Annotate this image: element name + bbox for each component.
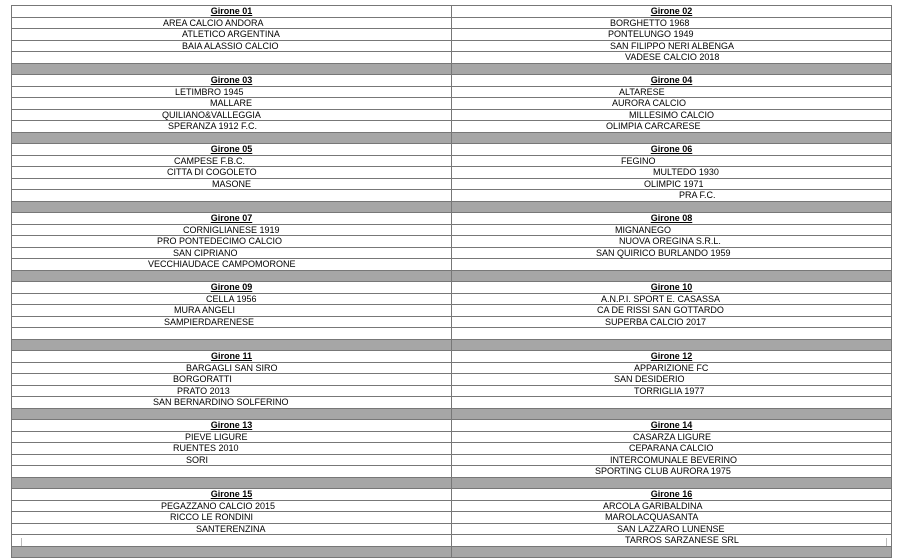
group-title (452, 351, 892, 363)
team-name: PIEVE LIGURE (185, 431, 248, 442)
separator-band (12, 201, 452, 213)
group-title-text: Girone 03 (210, 75, 253, 85)
group-title (452, 489, 892, 501)
team-name: SPORTING CLUB AURORA 1975 (595, 466, 731, 476)
team-cell (452, 293, 892, 305)
team-cell (12, 397, 452, 409)
team-cell (452, 29, 892, 41)
group-title-text: Girone 06 (650, 144, 693, 154)
team-name: TORRIGLIA 1977 (634, 385, 705, 396)
team-name: APPARIZIONE FC (634, 362, 709, 373)
team-name: SAN CIPRIANO (173, 247, 238, 258)
empty-slot (12, 52, 452, 64)
team-cell (452, 431, 892, 443)
team-cell (12, 293, 452, 305)
team-cell (452, 385, 892, 397)
team-name: PEGAZZANO CALCIO 2015 (161, 500, 276, 511)
team-name: CITTA DI COGOLETO (167, 167, 257, 177)
team-cell (12, 29, 452, 41)
team-cell (452, 236, 892, 248)
group-title (452, 75, 892, 87)
team-cell (12, 178, 452, 190)
team-cell (452, 500, 892, 512)
group-title-text: Girone 04 (650, 75, 693, 85)
team-cell (452, 316, 892, 328)
team-name: MURA ANGELI (174, 305, 236, 315)
team-cell (452, 247, 892, 259)
team-name: BARGAGLI SAN SIRO (186, 362, 278, 373)
team-name: NUOVA OREGINA S.R.L. (619, 236, 721, 246)
team-cell (12, 500, 452, 512)
team-cell (12, 512, 452, 524)
team-name: CEPARANA CALCIO (629, 443, 714, 453)
team-name: CORNIGLIANESE 1919 (183, 224, 280, 235)
group-title (452, 213, 892, 225)
team-name: BORGHETTO 1968 (610, 17, 690, 28)
team-cell (12, 523, 452, 535)
group-title-text: Girone 07 (210, 213, 253, 223)
separator-band (12, 477, 452, 489)
team-cell (12, 316, 452, 328)
group-title (12, 144, 452, 156)
separator-band (452, 477, 892, 489)
group-title-text: Girone 10 (650, 282, 693, 292)
team-cell (12, 236, 452, 248)
team-cell (12, 431, 452, 443)
group-title-text: Girone 09 (210, 282, 253, 292)
team-cell (12, 374, 452, 386)
team-name: SAN DESIDERIO (614, 374, 685, 384)
team-name: MASONE (212, 178, 252, 189)
team-name: PRO PONTEDECIMO CALCIO (157, 236, 283, 246)
team-cell (452, 466, 892, 478)
team-cell (12, 247, 452, 259)
team-name: MILLESIMO CALCIO (629, 109, 715, 120)
group-title-text: Girone 16 (650, 489, 693, 499)
team-cell (452, 535, 892, 547)
team-cell (452, 374, 892, 386)
team-cell (12, 98, 452, 110)
groups-sheet (11, 5, 891, 558)
team-cell (452, 155, 892, 167)
team-cell (452, 454, 892, 466)
separator-band (12, 63, 452, 75)
team-name: MALLARE (210, 98, 253, 108)
team-cell (452, 52, 892, 64)
team-name: VADESE CALCIO 2018 (625, 52, 720, 62)
team-cell (452, 178, 892, 190)
team-name: ALTARESE (619, 86, 665, 97)
group-title (12, 213, 452, 225)
team-name: LETIMBRO 1945 (175, 86, 244, 97)
group-title (452, 144, 892, 156)
team-cell (452, 98, 892, 110)
team-cell (452, 167, 892, 179)
team-name: SAN QUIRICO BURLANDO 1959 (596, 247, 731, 258)
team-name: PRA F.C. (679, 190, 716, 200)
team-name: SAN BERNARDINO SOLFERINO (153, 397, 289, 407)
team-cell (452, 109, 892, 121)
group-title (12, 282, 452, 294)
team-name: CA DE RISSI SAN GOTTARDO (597, 305, 724, 315)
team-cell (12, 86, 452, 98)
team-cell (12, 224, 452, 236)
group-title-text: Girone 14 (650, 420, 693, 430)
team-cell (12, 385, 452, 397)
separator-band (452, 546, 892, 558)
group-title (12, 420, 452, 432)
group-title (452, 420, 892, 432)
team-cell (452, 40, 892, 52)
team-name: VECCHIAUDACE CAMPOMORONE (148, 259, 296, 269)
team-name: RICCO LE RONDINI (170, 512, 254, 522)
team-name: OLIMPIC 1971 (644, 178, 704, 189)
group-title (452, 282, 892, 294)
group-title-text: Girone 11 (210, 351, 253, 361)
group-title-text: Girone 05 (210, 144, 253, 154)
empty-slot (452, 328, 892, 340)
team-cell (12, 40, 452, 52)
team-cell (452, 224, 892, 236)
separator-band (12, 546, 452, 558)
empty-slot (12, 328, 452, 340)
team-name: TARROS SARZANESE SRL (625, 535, 739, 545)
empty-slot (12, 535, 452, 547)
empty-slot (452, 259, 892, 271)
separator-band (452, 339, 892, 351)
separator-band (452, 201, 892, 213)
team-name: CASARZA LIGURE (633, 431, 712, 442)
empty-slot (12, 466, 452, 478)
team-cell (452, 443, 892, 455)
separator-band (12, 339, 452, 351)
team-name: ARCOLA GARIBALDINA (603, 500, 703, 511)
team-cell (12, 259, 452, 271)
team-name: SAMPIERDARENESE (164, 316, 255, 327)
separator-band (12, 408, 452, 420)
group-title (12, 489, 452, 501)
team-cell (452, 362, 892, 374)
team-cell (12, 17, 452, 29)
team-cell (12, 155, 452, 167)
team-name: CAMPESE F.B.C. (174, 155, 246, 166)
team-cell (452, 190, 892, 202)
empty-slot (452, 397, 892, 409)
team-name: SANTERENZINA (196, 523, 266, 534)
group-title-text: Girone 12 (650, 351, 693, 361)
team-name: BAIA ALASSIO CALCIO (182, 40, 279, 51)
team-cell (12, 305, 452, 317)
team-name: MULTEDO 1930 (653, 167, 719, 177)
team-name: AREA CALCIO ANDORA (163, 17, 264, 28)
team-name: FEGINO (621, 155, 656, 166)
team-cell (452, 86, 892, 98)
team-cell (452, 121, 892, 133)
separator-band (12, 132, 452, 144)
team-name: A.N.P.I. SPORT E. CASASSA (601, 293, 721, 304)
team-name: MAROLACQUASANTA (605, 512, 699, 522)
group-title-text: Girone 08 (650, 213, 693, 223)
team-name: QUILIANO&VALLEGGIA (162, 109, 261, 120)
team-cell (452, 17, 892, 29)
team-cell (452, 523, 892, 535)
groups-table (11, 5, 892, 558)
group-title-text: Girone 02 (650, 6, 693, 16)
team-cell (12, 167, 452, 179)
team-name: MIGNANEGO (615, 224, 672, 235)
group-title-text: Girone 01 (210, 6, 253, 16)
team-name: PRATO 2013 (177, 385, 230, 396)
team-name: RUENTES 2010 (173, 443, 239, 453)
group-title-text: Girone 15 (210, 489, 253, 499)
team-cell (12, 443, 452, 455)
team-name: CELLA 1956 (206, 293, 257, 304)
team-name: SAN LAZZARO LUNENSE (617, 523, 725, 534)
team-name: SPERANZA 1912 F.C. (168, 121, 258, 131)
team-name: SUPERBA CALCIO 2017 (605, 316, 707, 327)
team-name: AURORA CALCIO (612, 98, 687, 108)
group-title (452, 6, 892, 18)
team-cell (12, 454, 452, 466)
team-cell (452, 305, 892, 317)
group-title (12, 351, 452, 363)
group-title (12, 75, 452, 87)
separator-band (12, 270, 452, 282)
team-cell (452, 512, 892, 524)
team-cell (12, 109, 452, 121)
team-name: SAN FILIPPO NERI ALBENGA (610, 40, 735, 51)
separator-band (452, 408, 892, 420)
separator-band (452, 270, 892, 282)
group-title-text: Girone 13 (210, 420, 253, 430)
separator-band (452, 63, 892, 75)
team-name: OLIMPIA CARCARESE (606, 121, 701, 131)
empty-slot (12, 190, 452, 202)
separator-band (452, 132, 892, 144)
team-cell (12, 121, 452, 133)
group-title (12, 6, 452, 18)
team-name: INTERCOMUNALE BEVERINO (610, 454, 738, 465)
team-name: PONTELUNGO 1949 (608, 29, 694, 39)
team-cell (12, 362, 452, 374)
team-name: ATLETICO ARGENTINA (182, 29, 280, 39)
team-name: SORI (186, 454, 209, 465)
team-name: BORGORATTI (173, 374, 232, 384)
